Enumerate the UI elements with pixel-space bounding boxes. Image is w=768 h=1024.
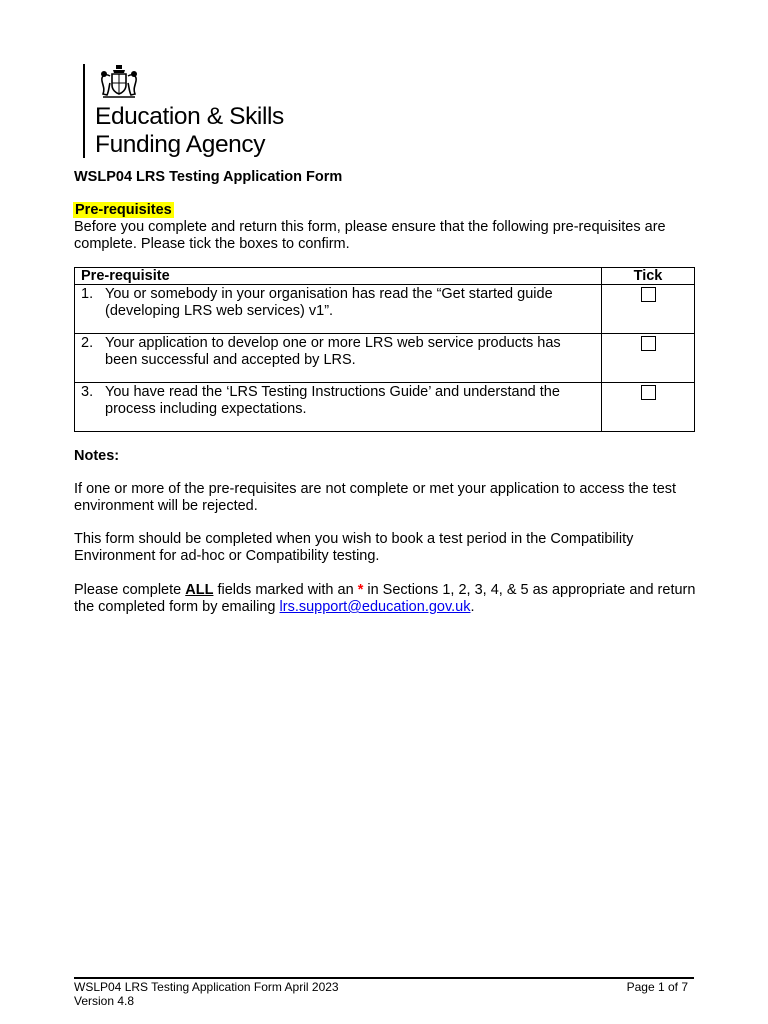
instructions-text: . — [470, 599, 475, 615]
notes-heading: Notes: — [74, 448, 120, 464]
tick-cell — [602, 285, 695, 334]
notes-paragraph-instructions — [74, 582, 704, 616]
prerequisites-heading: Pre-requisites — [75, 202, 172, 218]
item-text: You or somebody in your organisation has read the “Get started guide (developing LRS web services) v1”. — [105, 286, 553, 319]
prerequisite-cell — [75, 383, 602, 432]
prerequisites-table — [74, 267, 695, 432]
agency-logo — [83, 64, 323, 164]
table-row — [75, 285, 695, 334]
prerequisite-cell — [75, 285, 602, 334]
notes-paragraph-rejection: If one or more of the pre-requisites are not complete or met your application to access the test environment will be rejected. — [74, 481, 677, 514]
item-number: 2. — [81, 335, 94, 351]
notes-paragraph-usage: This form should be completed when you wish to book a test period in the Compatibility Environment for ad-hoc or Compatibility testing. — [74, 531, 634, 564]
intro-paragraph: Before you complete and return this form, please ensure that the following pre-requisites are complete. Please tick the boxes to confirm. — [74, 219, 666, 252]
footer-divider — [74, 977, 694, 979]
logo-text-line1: Education & Skills — [95, 103, 284, 130]
prerequisite-column-header: Pre-requisite — [75, 268, 602, 285]
footer-form-name: WSLP04 LRS Testing Application Form April 2023 — [74, 980, 339, 994]
prerequisite-cell — [75, 334, 602, 383]
prerequisite-1-checkbox[interactable] — [641, 287, 656, 302]
all-emphasis: ALL — [185, 582, 214, 598]
table-row — [75, 383, 695, 432]
logo-divider — [83, 64, 85, 158]
footer-document-info — [74, 980, 339, 1008]
item-number: 3. — [81, 384, 94, 400]
prerequisite-3-checkbox[interactable] — [641, 385, 656, 400]
instructions-text: fields marked with an — [213, 582, 358, 598]
tick-cell — [602, 334, 695, 383]
instructions-text: Please complete — [74, 582, 186, 598]
logo-text-line2: Funding Agency — [95, 131, 266, 158]
item-text: You have read the ‘LRS Testing Instructions Guide’ and understand the process including expectations. — [105, 384, 560, 417]
required-star: * — [357, 582, 364, 598]
page-number: Page 1 of 7 — [626, 980, 688, 994]
item-text: Your application to develop one or more LRS web service products has been successful and accepted by LRS. — [105, 335, 561, 368]
document-title: WSLP04 LRS Testing Application Form — [74, 169, 343, 185]
tick-cell — [602, 383, 695, 432]
tick-column-header: Tick — [602, 268, 695, 285]
royal-coat-of-arms-icon — [95, 64, 143, 100]
footer-version: Version 4.8 — [74, 994, 135, 1008]
instructions-text: in Sections 1, 2, 3, 4, & 5 as appropriate and return the completed form by emailing — [74, 582, 696, 615]
support-email-link[interactable]: lrs.support@education.gov.uk — [279, 599, 471, 615]
prerequisite-2-checkbox[interactable] — [641, 336, 656, 351]
table-row — [75, 334, 695, 383]
table-header-row — [75, 268, 695, 285]
item-number: 1. — [81, 286, 94, 302]
